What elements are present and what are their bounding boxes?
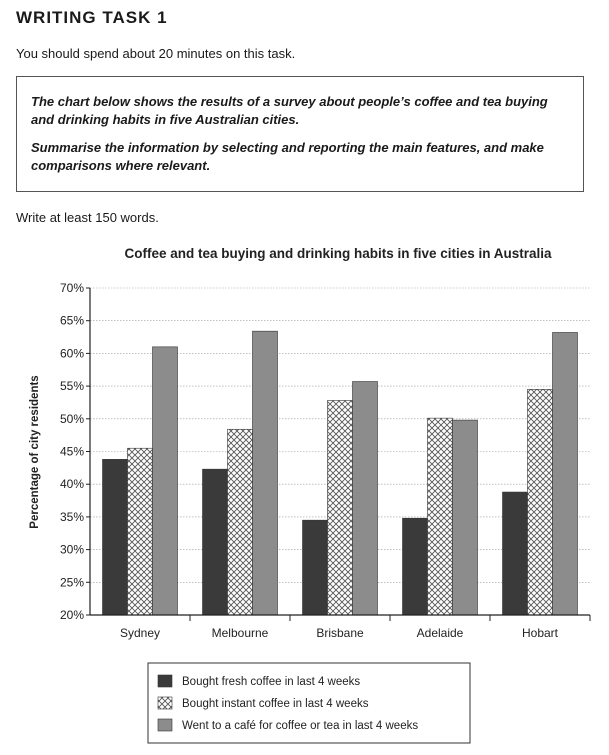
- bar-chart: [0, 230, 609, 755]
- legend-swatch: [158, 719, 172, 731]
- task-summary-instruction: Summarise the information by selecting and reporting the main features, and make comparisons where relevant.: [31, 140, 544, 173]
- word-count-instruction: Write at least 150 words.: [16, 210, 159, 225]
- y-tick-label: 45%: [59, 444, 84, 459]
- chart-title: Coffee and tea buying and drinking habits in five cities in Australia: [124, 246, 552, 261]
- y-tick-label: 60%: [59, 346, 84, 361]
- y-tick-label: 25%: [59, 575, 84, 590]
- legend-swatch: [158, 675, 172, 687]
- y-tick-label: 55%: [59, 379, 84, 394]
- x-category-label: Sydney: [119, 626, 161, 640]
- y-tick-label: 65%: [59, 313, 84, 328]
- task-heading: WRITING TASK 1: [16, 8, 168, 27]
- cafe-bar: [353, 382, 378, 615]
- y-tick-label: 20%: [59, 608, 84, 622]
- instant-coffee-bar: [428, 418, 453, 615]
- chart-bars: [103, 331, 578, 615]
- fresh-coffee-bar: [103, 459, 128, 615]
- cafe-bar: [253, 331, 278, 615]
- instant-coffee-bar: [128, 448, 153, 615]
- time-instruction: You should spend about 20 minutes on this task.: [16, 46, 296, 61]
- fresh-coffee-bar: [403, 518, 428, 615]
- legend-swatch: [158, 697, 172, 709]
- instant-coffee-bar: [528, 389, 553, 615]
- cafe-bar: [153, 347, 178, 615]
- x-category-label: Brisbane: [316, 626, 364, 640]
- task-description: The chart below shows the results of a survey about people’s coffee and tea buying and drinking habits in five Australian cities.: [31, 94, 548, 127]
- x-category-label: Hobart: [521, 626, 559, 640]
- instant-coffee-bar: [328, 400, 353, 615]
- y-tick-label: 30%: [59, 542, 84, 557]
- fresh-coffee-bar: [503, 492, 528, 615]
- x-axis-categories: [120, 615, 590, 640]
- y-axis-label: Percentage of city residents: [29, 375, 41, 529]
- cafe-bar: [553, 332, 578, 615]
- y-axis-ticks: [60, 281, 90, 622]
- x-category-label: Adelaide: [416, 626, 464, 640]
- y-tick-label: 70%: [59, 281, 84, 295]
- y-tick-label: 40%: [59, 477, 84, 492]
- legend-label: Went to a café for coffee or tea in last 4 weeks: [182, 720, 419, 732]
- fresh-coffee-bar: [203, 469, 228, 615]
- y-tick-label: 50%: [59, 411, 84, 426]
- instant-coffee-bar: [228, 429, 253, 615]
- task-prompt-box: [16, 76, 584, 192]
- x-category-label: Melbourne: [211, 626, 269, 640]
- chart-legend: [148, 663, 470, 743]
- legend-label: Bought instant coffee in last 4 weeks: [182, 698, 369, 710]
- y-tick-label: 35%: [59, 509, 84, 524]
- cafe-bar: [453, 420, 478, 615]
- legend-label: Bought fresh coffee in last 4 weeks: [182, 676, 361, 688]
- fresh-coffee-bar: [303, 520, 328, 615]
